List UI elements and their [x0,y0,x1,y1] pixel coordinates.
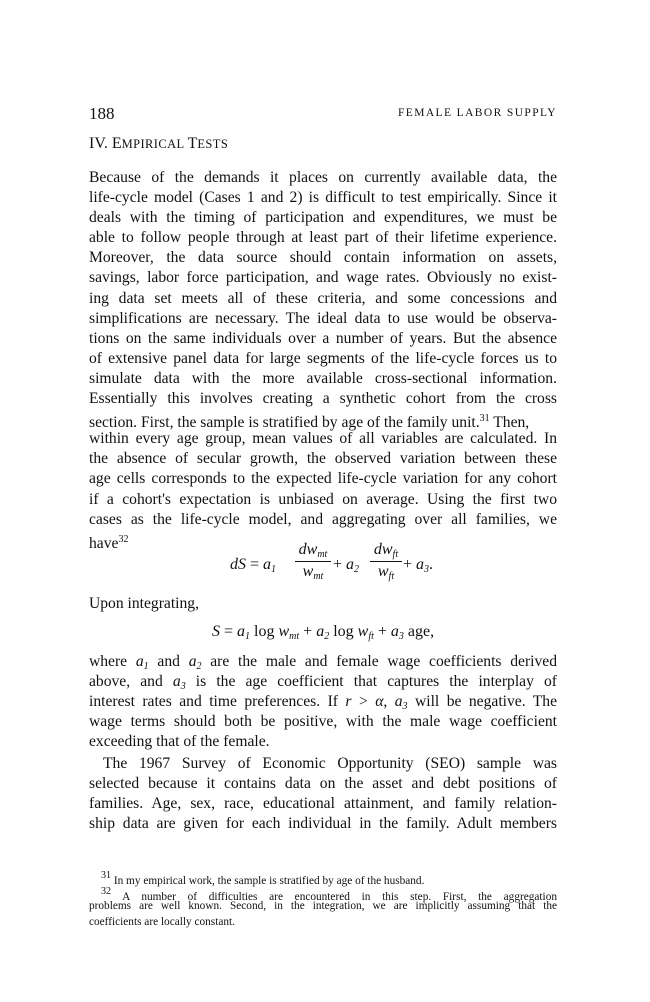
section-numeral: IV. [89,135,108,152]
text-line: exceeding that of the female. [89,733,270,751]
paragraph-seo-sample [89,754,557,834]
text-line: where $a_1$ and $a_2$ are the male and female wage coefficients derived [89,653,558,672]
text-line: able to follow people through at least part of their lifetime experience. [89,229,557,247]
running-head: FEMALE LABOR SUPPLY [398,107,557,119]
text-line: cases as the life-cycle model, and aggregating over all families, we [89,510,557,528]
text-line: tions on the same individuals over a number of years. But the absence [89,329,557,347]
footnote-ref-31: 31 [479,413,490,425]
text-line: if a cohort's expectation is unbiased on average. Using the first two [89,490,557,508]
text-line: wage terms should both be positive, with the male wage coefficient [89,713,557,731]
text-line: savings, labor force participation, and wage rates. Obviously no exist- [89,269,557,287]
section-heading [89,135,228,153]
text-line: selected because it contains data on the asset and debt positions of [89,775,557,793]
equation-s: $S = a_1$ $\log w_{mt} + a_2$ $\log w_{ft} + a_3$ age, [212,623,435,642]
text-line: section. First, the sample is stratified by age of the family unit.$^{31}$ Then, [89,413,530,432]
upon-integrating-text: Upon integrating, [89,595,200,612]
footnotes [89,868,557,930]
text-line: interest rates and time preferences. If r > α, $a_3$ will be negative. The [89,693,558,713]
page-header [89,104,557,124]
text-line: within every age group, mean values of all variables are calculated. In [89,430,557,448]
text-line: simulate data with the more available cross-sectional information. [89,369,557,387]
text-line: Because of the demands it places on currently available data, the [89,169,557,186]
text-line: above, and $a_3$ is the age coefficient that captures the interplay of [89,673,557,693]
text-line: Essentially this involves creating a synthetic cohort from the cross [89,390,557,408]
paragraph-empirical-tests [89,168,557,550]
fraction-male-wage: $dw_{mt}$ $w_{mt}$ [295,541,331,582]
footnote-32: 32 A number of difficulties are encountered in this step. First, the aggregation problems are well known. Second, in the integration, we are implicitly assuming that the coefficients are locally constant. [89,885,557,928]
text-line: of extensive panel data for large segments of the life-cycle forces us to [89,349,557,367]
paragraph-coefficients [89,652,557,752]
text-line: age cells corresponds to the expected life-cycle variation for any cohort [89,470,557,488]
text-line: life-cycle model (Cases 1 and 2) is difficult to test empirically. Since it [89,189,557,207]
text-line: simplifications are necessary. The ideal data to use would be observa- [89,309,557,327]
text-line: ship data are given for each individual in the family. Adult members [89,815,557,833]
text-line: ing data set meets all of these criteria, and some concessions and [89,289,557,307]
section-title: EMPIRICAL TESTS [111,135,229,152]
text-line: the absence of secular growth, the observed variation between these [89,450,557,468]
fraction-female-wage: $dw_{ft}$ $w_{ft}$ [370,541,402,582]
text-line: Moreover, the data source should contain information on assets, [89,249,557,267]
page-number: 188 [89,104,115,123]
text-line: deals with the timing of participation and expenditures, we must be [89,209,557,227]
footnote-ref-32: 32 [118,533,129,545]
footnote-31: 31 In my empirical work, the sample is stratified by age of the husband. [101,870,425,887]
text-line: The 1967 Survey of Economic Opportunity (SEO) sample was [103,755,557,772]
text-line: have$^{32}$ [89,533,129,552]
text-line: families. Age, sex, race, educational attainment, and family relation- [89,795,557,813]
equation-ds: dS = $a_1$ $dw_{mt}$ $w_{mt}$ + $a_2$ $dw_{ft}$ $w_{ft}$ + $a_3$. [230,541,434,582]
